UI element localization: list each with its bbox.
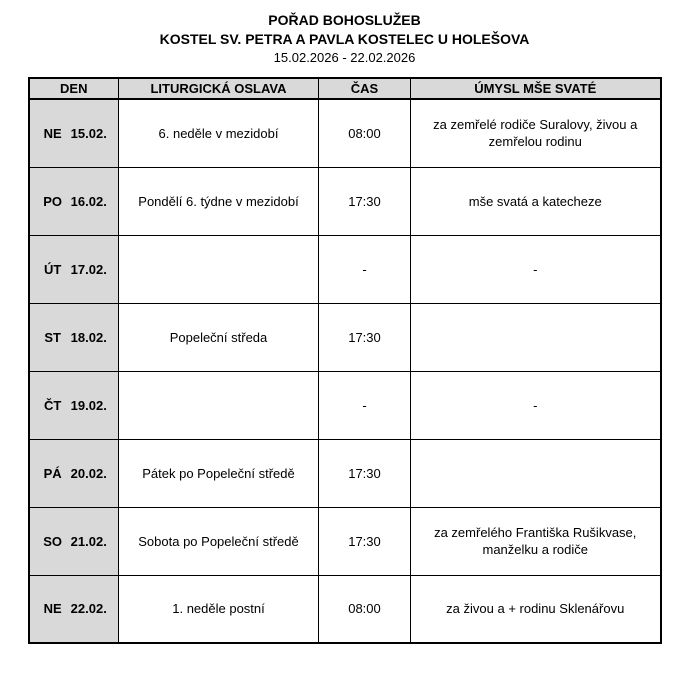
table-row bbox=[29, 303, 661, 371]
time-cell: 17:30 bbox=[319, 507, 411, 575]
column-header-intention: ÚMYSL MŠE SVATÉ bbox=[411, 78, 661, 99]
day-date: 22.02. bbox=[70, 601, 107, 617]
day-date: 20.02. bbox=[70, 465, 107, 481]
intention-cell: za zemřelé rodiče Suralovy, živou a zemřelou rodinu bbox=[411, 99, 661, 167]
day-abbreviation: NE bbox=[43, 601, 62, 617]
celebration-cell bbox=[119, 235, 319, 303]
column-header-celebration: LITURGICKÁ OSLAVA bbox=[119, 78, 319, 99]
intention-cell: - bbox=[411, 371, 661, 439]
intention-cell: mše svatá a katecheze bbox=[411, 167, 661, 235]
table-row bbox=[29, 167, 661, 235]
celebration-cell: Pondělí 6. týdne v mezidobí bbox=[119, 167, 319, 235]
celebration-cell: 6. neděle v mezidobí bbox=[119, 99, 319, 167]
time-cell: - bbox=[319, 371, 411, 439]
celebration-cell: Popeleční středa bbox=[119, 303, 319, 371]
church-name: KOSTEL SV. PETRA A PAVLA KOSTELEC U HOLEŠOVA bbox=[159, 31, 530, 47]
day-date: 16.02. bbox=[70, 193, 107, 209]
day-cell bbox=[29, 371, 119, 439]
column-header-day: DEN bbox=[29, 78, 119, 99]
celebration-cell bbox=[119, 371, 319, 439]
celebration-cell: 1. neděle postní bbox=[119, 575, 319, 643]
day-cell bbox=[29, 507, 119, 575]
celebration-cell: Pátek po Popeleční středě bbox=[119, 439, 319, 507]
document-header bbox=[0, 0, 689, 67]
time-cell: 17:30 bbox=[319, 439, 411, 507]
day-date: 15.02. bbox=[70, 125, 107, 141]
table-row bbox=[29, 575, 661, 643]
day-cell bbox=[29, 167, 119, 235]
day-date: 21.02. bbox=[70, 533, 107, 549]
table-row bbox=[29, 99, 661, 167]
day-abbreviation: ČT bbox=[44, 397, 62, 413]
day-date: 18.02. bbox=[70, 329, 107, 345]
intention-cell bbox=[411, 439, 661, 507]
intention-cell: za zemřelého Františka Rušikvase, manželku a rodiče bbox=[411, 507, 661, 575]
day-cell bbox=[29, 575, 119, 643]
day-date: 17.02. bbox=[70, 261, 107, 277]
celebration-cell: Sobota po Popeleční středě bbox=[119, 507, 319, 575]
table-row bbox=[29, 371, 661, 439]
schedule-body bbox=[29, 99, 661, 643]
day-abbreviation: SO bbox=[43, 533, 63, 549]
column-header-time: ČAS bbox=[319, 78, 411, 99]
page-title: POŘAD BOHOSLUŽEB bbox=[268, 12, 421, 28]
intention-cell: - bbox=[411, 235, 661, 303]
day-abbreviation: ST bbox=[44, 329, 61, 345]
time-cell: - bbox=[319, 235, 411, 303]
time-cell: 17:30 bbox=[319, 167, 411, 235]
day-abbreviation: NE bbox=[43, 125, 62, 141]
day-cell bbox=[29, 235, 119, 303]
day-cell bbox=[29, 99, 119, 167]
time-cell: 08:00 bbox=[319, 575, 411, 643]
intention-cell: za živou a + rodinu Sklenářovu bbox=[411, 575, 661, 643]
day-date: 19.02. bbox=[70, 397, 107, 413]
day-cell bbox=[29, 439, 119, 507]
intention-cell bbox=[411, 303, 661, 371]
day-abbreviation: PO bbox=[43, 193, 63, 209]
day-cell bbox=[29, 303, 119, 371]
time-cell: 17:30 bbox=[319, 303, 411, 371]
table-row bbox=[29, 507, 661, 575]
schedule-table bbox=[28, 77, 662, 644]
table-row bbox=[29, 235, 661, 303]
table-row bbox=[29, 439, 661, 507]
day-abbreviation: ÚT bbox=[44, 261, 62, 277]
date-range: 15.02.2026 - 22.02.2026 bbox=[273, 50, 416, 65]
schedule-table-head bbox=[29, 78, 661, 99]
time-cell: 08:00 bbox=[319, 99, 411, 167]
header-row bbox=[29, 78, 661, 99]
day-abbreviation: PÁ bbox=[43, 465, 62, 481]
